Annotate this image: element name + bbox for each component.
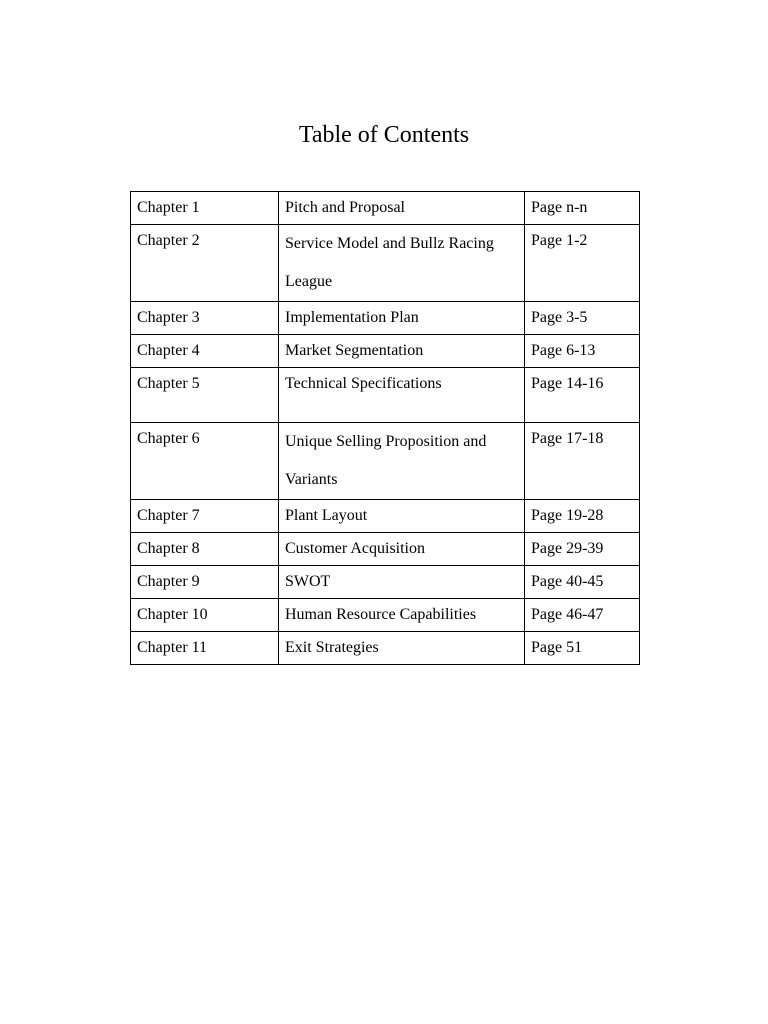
chapter-cell: Chapter 8 — [131, 533, 279, 566]
topic-cell: Market Segmentation — [279, 335, 525, 368]
contents-table — [130, 191, 640, 665]
pages-cell: Page 19-28 — [525, 500, 640, 533]
chapter-cell: Chapter 1 — [131, 192, 279, 225]
pages-cell: Page 17-18 — [525, 423, 640, 500]
chapter-cell: Chapter 2 — [131, 225, 279, 302]
pages-cell: Page 3-5 — [525, 302, 640, 335]
topic-cell: Pitch and Proposal — [279, 192, 525, 225]
pages-cell: Page 29-39 — [525, 533, 640, 566]
topic-cell: Plant Layout — [279, 500, 525, 533]
chapter-cell: Chapter 4 — [131, 335, 279, 368]
table-row — [131, 302, 640, 335]
table-row — [131, 599, 640, 632]
topic-cell: SWOT — [279, 566, 525, 599]
topic-cell: Implementation Plan — [279, 302, 525, 335]
table-row — [131, 225, 640, 302]
pages-cell: Page 51 — [525, 632, 640, 665]
pages-cell: Page n-n — [525, 192, 640, 225]
topic-cell: Service Model and Bullz Racing League — [279, 225, 525, 302]
table-row — [131, 500, 640, 533]
pages-cell: Page 40-45 — [525, 566, 640, 599]
pages-cell: Page 46-47 — [525, 599, 640, 632]
pages-cell: Page 1-2 — [525, 225, 640, 302]
topic-cell: Exit Strategies — [279, 632, 525, 665]
chapter-cell: Chapter 9 — [131, 566, 279, 599]
table-row — [131, 632, 640, 665]
topic-cell: Human Resource Capabilities — [279, 599, 525, 632]
chapter-cell: Chapter 3 — [131, 302, 279, 335]
table-row — [131, 423, 640, 500]
pages-cell: Page 6-13 — [525, 335, 640, 368]
table-row — [131, 192, 640, 225]
chapter-cell: Chapter 6 — [131, 423, 279, 500]
topic-cell: Technical Specifications — [279, 368, 525, 423]
chapter-cell: Chapter 5 — [131, 368, 279, 423]
chapter-cell: Chapter 7 — [131, 500, 279, 533]
pages-cell: Page 14-16 — [525, 368, 640, 423]
chapter-cell: Chapter 10 — [131, 599, 279, 632]
table-row — [131, 368, 640, 423]
topic-cell: Customer Acquisition — [279, 533, 525, 566]
topic-cell: Unique Selling Proposition and Variants — [279, 423, 525, 500]
chapter-cell: Chapter 11 — [131, 632, 279, 665]
page-title: Table of Contents — [298, 122, 470, 148]
table-row — [131, 533, 640, 566]
table-row — [131, 335, 640, 368]
table-row — [131, 566, 640, 599]
